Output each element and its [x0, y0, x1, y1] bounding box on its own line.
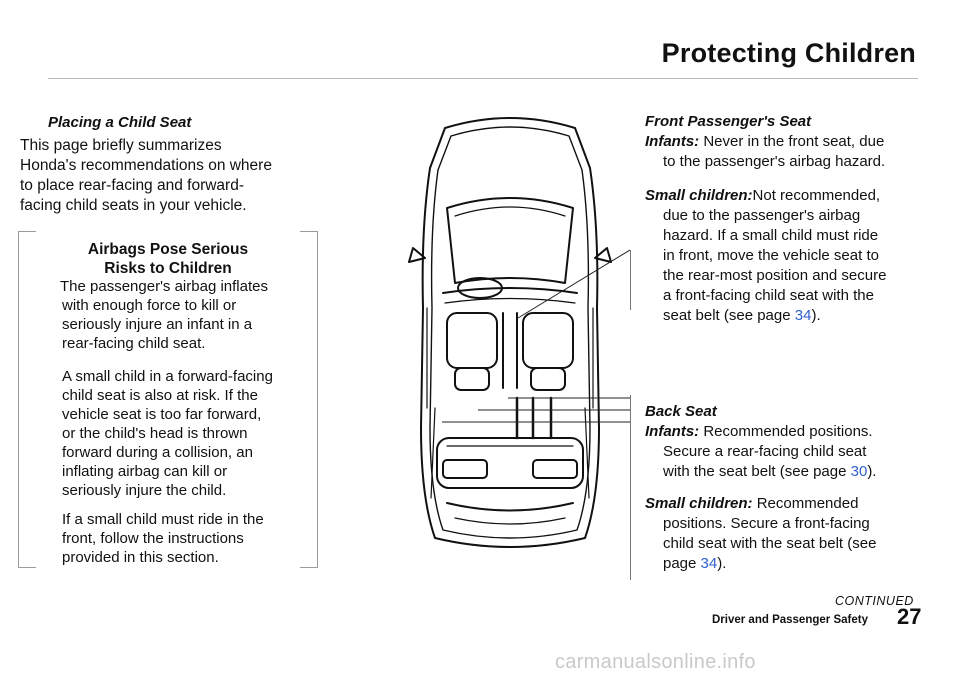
back-small-text: page: [663, 555, 701, 572]
warning-line: or the child's head is thrown: [62, 425, 248, 442]
page-title: Protecting Children: [661, 38, 916, 68]
page-number: 27: [897, 604, 922, 629]
diagram-pointer-lines: [430, 240, 630, 430]
continued-label: CONTINUED: [835, 594, 914, 608]
front-infants-text: to the passenger's airbag hazard.: [663, 153, 886, 170]
warning-line: The passenger's airbag inflates: [60, 278, 268, 295]
warning-line: child seat is also at risk. If the: [62, 387, 258, 404]
page-link-30[interactable]: 30: [850, 463, 868, 480]
intro-line: facing child seats in your vehicle.: [20, 197, 247, 214]
small-children-label: Small children:: [645, 187, 753, 204]
front-small-text: a front-facing child seat with the: [663, 287, 874, 304]
front-small-text: Not recommended,: [752, 187, 881, 204]
warning-line: with enough force to kill or: [62, 297, 237, 314]
warning-line: forward during a collision, an: [62, 444, 253, 461]
intro-line: This page briefly summarizes: [20, 137, 222, 154]
back-infants-text: ).: [867, 463, 877, 480]
page-link-34[interactable]: 34: [700, 555, 718, 572]
infants-label: Infants:: [645, 423, 700, 440]
infants-label: Infants:: [645, 133, 700, 150]
front-seat-heading: Front Passenger's Seat: [645, 113, 812, 130]
back-small-text: ).: [717, 555, 727, 572]
intro-paragraph: [20, 136, 320, 216]
back-small-text: Recommended: [756, 495, 859, 512]
page-link-34[interactable]: 34: [794, 307, 812, 324]
front-infants-text: Never in the front seat, due: [703, 133, 885, 150]
back-seat-section: [645, 402, 930, 574]
warning-title-line: Airbags Pose Serious: [87, 241, 249, 258]
warning-line: If a small child must ride in the: [62, 511, 264, 528]
warning-title-line: Risks to Children: [104, 260, 232, 277]
back-infants-text: with the seat belt (see page: [663, 463, 851, 480]
warning-line: seriously injure the child.: [62, 482, 227, 499]
warning-line: vehicle seat is too far forward,: [62, 406, 262, 423]
section-footer-label: Driver and Passenger Safety: [712, 614, 868, 626]
warning-line: seriously injure an infant in a: [62, 316, 253, 333]
separator-rule: [630, 395, 631, 580]
intro-line: to place rear-facing and forward-: [20, 177, 245, 194]
warning-paragraph-1: [62, 277, 312, 353]
warning-line: inflating airbag can kill or: [62, 463, 228, 480]
header-divider: [48, 78, 918, 79]
back-small-text: child seat with the seat belt (see: [663, 535, 877, 552]
back-small-text: positions. Secure a front-facing: [663, 515, 870, 532]
intro-heading: Placing a Child Seat: [48, 114, 192, 131]
warning-paragraph-3: [62, 510, 312, 567]
watermark: carmanualsonline.info: [555, 651, 756, 673]
small-children-label: Small children:: [645, 495, 753, 512]
separator-rule: [630, 250, 631, 310]
front-small-text: in front, move the vehicle seat to: [663, 247, 879, 264]
front-small-text: the rear-most position and secure: [663, 267, 887, 284]
front-small-text: hazard. If a small child must ride: [663, 227, 879, 244]
warning-line: A small child in a forward-facing: [62, 368, 273, 385]
back-seat-heading: Back Seat: [645, 403, 717, 420]
warning-paragraph-2: [62, 367, 312, 500]
front-small-text: ).: [811, 307, 821, 324]
front-seat-section: [645, 112, 930, 326]
back-infants-text: Secure a rear-facing child seat: [663, 443, 867, 460]
intro-line: Honda's recommendations on where: [20, 157, 272, 174]
warning-line: rear-facing child seat.: [62, 335, 206, 352]
warning-title: [18, 240, 318, 278]
front-small-text: seat belt (see page: [663, 307, 795, 324]
back-infants-text: Recommended positions.: [703, 423, 873, 440]
front-small-text: due to the passenger's airbag: [663, 207, 861, 224]
warning-line: front, follow the instructions: [62, 530, 244, 547]
warning-line: provided in this section.: [62, 549, 219, 566]
